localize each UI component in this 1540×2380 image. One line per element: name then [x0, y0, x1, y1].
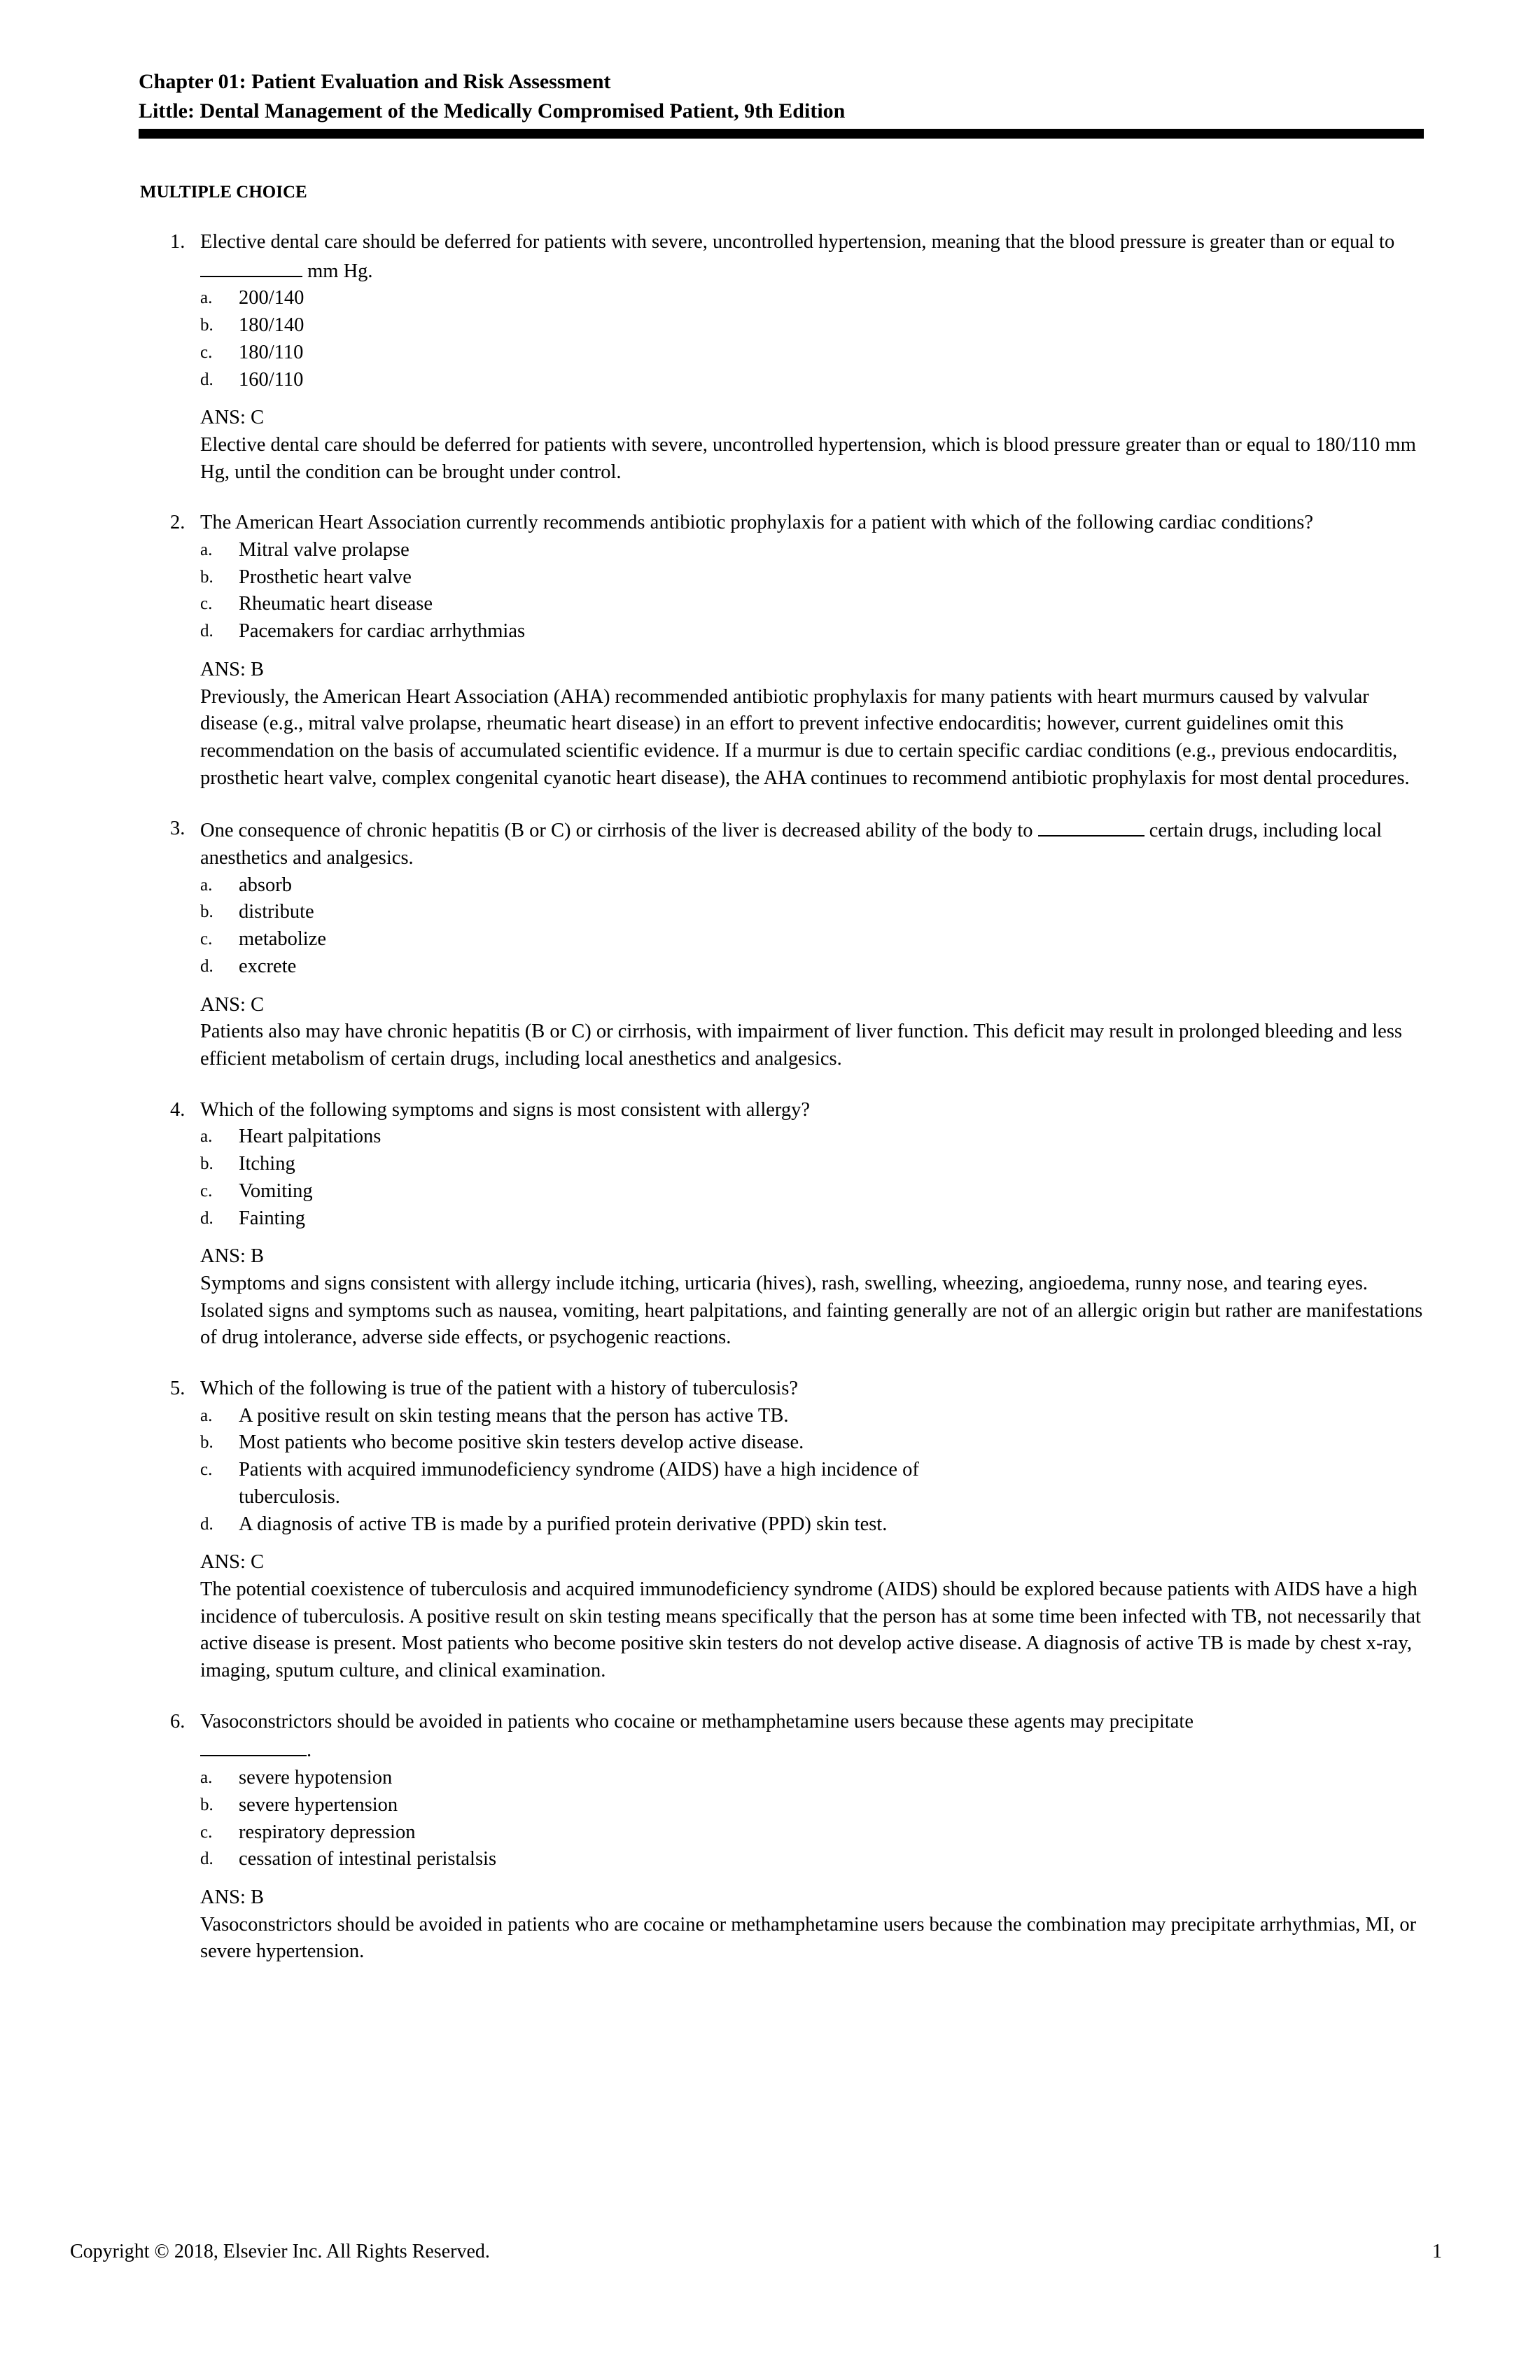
question-3 [140, 816, 1428, 1072]
page-number: 1 [1432, 2241, 1442, 2262]
answer-rationale: Patients also may have chronic hepatitis (B or C) or cirrhosis, with impairment of liver function. This deficit may result in prolonged bleeding and less efficient metabolism of certain drugs, including local anesthetics and analgesics. [200, 1021, 1403, 1070]
option-c: c. Patients with acquired immunodeficiency syndrome (AIDS) have a high incidence of tuberculosis. [200, 1459, 919, 1508]
option-d: d. cessation of intestinal peristalsis [200, 1848, 497, 1870]
option-list [200, 1765, 1428, 1873]
answer-rationale: Symptoms and signs consistent with allergy include itching, urticaria (hives), rash, swelling, wheezing, angioedema, runny nose, and tearing eyes. Isolated signs and symptoms such as nausea, vomiting, heart palpitations, and fainting generally are not of an allergic origin but rather are manifestations of drug intolerance, adverse side effects, or psychogenic reactions. [200, 1272, 1423, 1349]
option-list [200, 285, 1428, 393]
page-footer [70, 2239, 1442, 2265]
question-6 [140, 1709, 1428, 1966]
option-a: a. severe hypotension [200, 1767, 393, 1789]
option-b: b. severe hypertension [200, 1793, 398, 1816]
answer-key: ANS: B [200, 1886, 265, 1908]
question-5 [140, 1376, 1428, 1685]
option-b: b. Itching [200, 1153, 295, 1175]
option-list [200, 872, 1428, 981]
question-number: 6. [170, 1710, 186, 1732]
option-d: d. A diagnosis of active TB is made by a purified protein derivative (PPD) skin test. [200, 1513, 888, 1535]
book-title: Little: Dental Management of the Medically Compromised Patient, 9th Edition [139, 99, 846, 122]
question-stem: The American Heart Association currently recommends antibiotic prophylaxis for a patient with which of the following cardiac conditions? [200, 512, 1313, 534]
option-a: a. absorb [200, 874, 292, 896]
question-stem: Elective dental care should be deferred for patients with severe, uncontrolled hypertension, meaning that the blood pressure is greater than or equal to mm Hg. [200, 231, 1395, 282]
question-stem: Which of the following symptoms and signs is most consistent with allergy? [200, 1098, 811, 1121]
option-list [200, 1403, 1428, 1539]
option-a: a. A positive result on skin testing means that the person has active TB. [200, 1404, 789, 1427]
question-number: 2. [170, 512, 186, 534]
question-number: 4. [170, 1098, 186, 1121]
option-d: d. Pacemakers for cardiac arrhythmias [200, 620, 526, 643]
question-4 [140, 1097, 1428, 1352]
copyright-notice: Copyright © 2018, Elsevier Inc. All Rights Reserved. [70, 2241, 490, 2262]
page-header [139, 67, 1424, 139]
section-title: MULTIPLE CHOICE [140, 183, 307, 202]
answer-key: ANS: B [200, 1245, 265, 1268]
answer-rationale: Vasoconstrictors should be avoided in patients who are cocaine or methamphetamine users because the combination may precipitate arrhythmias, MI, or severe hypertension. [200, 1913, 1417, 1963]
answer-blank [200, 256, 302, 277]
answer-key: ANS: C [200, 407, 265, 429]
answer-blank [1038, 816, 1144, 836]
answer-key: ANS: C [200, 993, 265, 1016]
option-c: c. metabolize [200, 928, 327, 951]
option-b: b. Most patients who become positive skin testers develop active disease. [200, 1432, 804, 1454]
answer-rationale: Elective dental care should be deferred for patients with severe, uncontrolled hypertension, which is blood pressure greater than or equal to 180/110 mm Hg, until the condition can be brought under control. [200, 433, 1416, 483]
question-stem: Vasoconstrictors should be avoided in patients who cocaine or methamphetamine users because these agents may precipitate . [200, 1710, 1194, 1762]
chapter-title: Chapter 01: Patient Evaluation and Risk Assessment [139, 70, 611, 93]
answer-blank [200, 1735, 307, 1756]
question-number: 5. [170, 1378, 186, 1400]
answer-key: ANS: B [200, 658, 265, 680]
option-a: a. 200/140 [200, 287, 304, 309]
option-b: b. Prosthetic heart valve [200, 566, 412, 588]
question-number: 1. [170, 231, 186, 253]
option-list [200, 537, 1428, 645]
question-list [140, 229, 1428, 1989]
question-number: 3. [170, 818, 186, 840]
option-c: c. respiratory depression [200, 1821, 416, 1843]
option-a: a. Mitral valve prolapse [200, 539, 410, 561]
option-d: d. 160/110 [200, 368, 304, 391]
question-1 [140, 229, 1428, 486]
option-a: a. Heart palpitations [200, 1126, 382, 1148]
option-b: b. 180/140 [200, 314, 304, 337]
question-stem: One consequence of chronic hepatitis (B or C) or cirrhosis of the liver is decreased ability of the body to certain drugs, including local anesthetics and analgesics. [200, 816, 1428, 872]
option-d: d. Fainting [200, 1207, 306, 1229]
option-c: c. Vomiting [200, 1180, 313, 1202]
answer-rationale: The potential coexistence of tuberculosis and acquired immunodeficiency syndrome (AIDS) should be explored because patients with AIDS have a high incidence of tuberculosis. A positive result on skin testing means specifically that the person has at some time been infected with TB, not necessarily that active disease is present. Most patients who become positive skin testers do not develop active disease. A diagnosis of active TB is made by chest x-ray, imaging, sputum culture, and clinical examination. [200, 1578, 1421, 1682]
option-d: d. excrete [200, 955, 297, 977]
header-rule [139, 129, 1424, 139]
option-c: c. Rheumatic heart disease [200, 593, 433, 615]
answer-key: ANS: C [200, 1551, 265, 1574]
question-stem: Which of the following is true of the patient with a history of tuberculosis? [200, 1378, 799, 1400]
option-b: b. distribute [200, 901, 314, 923]
question-2 [140, 510, 1428, 792]
option-c: c. 180/110 [200, 341, 304, 363]
answer-rationale: Previously, the American Heart Association (AHA) recommended antibiotic prophylaxis for many patients with heart murmurs caused by valvular disease (e.g., mitral valve prolapse, rheumatic heart disease) in an effort to prevent infective endocarditis; however, current guidelines omit this recommendation on the basis of accumulated scientific evidence. If a murmur is due to certain specific cardiac conditions (e.g., previous endocarditis, prosthetic heart valve, complex congenital cyanotic heart disease), the AHA continues to recommend antibiotic prophylaxis for most dental procedures. [200, 685, 1410, 789]
option-list [200, 1124, 1428, 1232]
